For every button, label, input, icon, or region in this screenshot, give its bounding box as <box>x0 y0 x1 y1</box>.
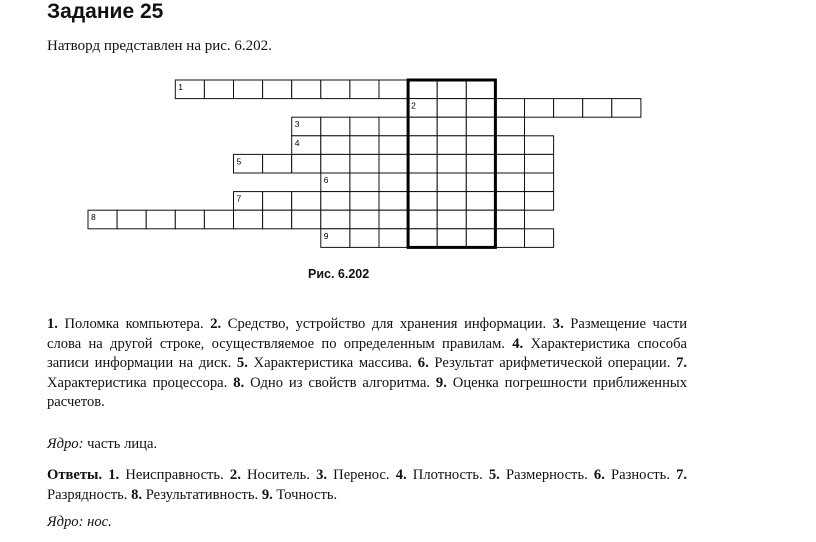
clue-number: 3. <box>552 316 564 332</box>
crossword-cell <box>525 99 554 118</box>
clues-list <box>47 315 687 413</box>
crossword-cell <box>263 192 292 211</box>
crossword-cell <box>437 173 466 192</box>
crossword-cell <box>321 80 350 99</box>
crossword-cell <box>321 117 350 136</box>
crossword-cell <box>292 210 321 229</box>
crossword-cell <box>525 136 554 155</box>
crossword-cell <box>175 210 204 229</box>
crossword-cell <box>234 80 263 99</box>
crossword-cell <box>437 80 466 99</box>
crossword-cell <box>525 229 554 248</box>
crossword-cell <box>408 173 437 192</box>
clue-text: Поломка компьютера. <box>64 316 204 332</box>
core-answer-value: нос. <box>87 514 112 530</box>
crossword-cell <box>321 154 350 173</box>
crossword-cell <box>437 229 466 248</box>
crossword-cell <box>292 192 321 211</box>
answer-number: 4. <box>395 467 407 483</box>
crossword-cell <box>117 210 146 229</box>
crossword-cell <box>350 154 379 173</box>
answer-number: 6. <box>593 467 605 483</box>
clue-number-label: 5 <box>236 156 242 167</box>
answers-label: Ответы. <box>47 467 103 483</box>
crossword-cell <box>583 99 612 118</box>
crossword-cell <box>495 99 524 118</box>
crossword-cell <box>525 192 554 211</box>
answers-list <box>47 466 687 505</box>
clue-number-label: 4 <box>294 137 300 148</box>
crossword-cell <box>495 117 524 136</box>
crossword-cell <box>466 229 495 248</box>
clue-number-label: 2 <box>411 100 416 111</box>
crossword-cell <box>525 154 554 173</box>
crossword-cell <box>263 210 292 229</box>
crossword-cell <box>263 154 292 173</box>
crossword-cell <box>379 80 408 99</box>
clue-text: Характеристика процессора. <box>47 374 228 391</box>
clue-number: 5. <box>236 355 248 371</box>
clue-number: 1. <box>47 316 58 332</box>
crossword-cell <box>437 154 466 173</box>
crossword-cell <box>495 192 524 211</box>
clue-text: Оценка погрешности приближенных расчетов. <box>47 374 687 410</box>
crossword-cell <box>466 99 495 118</box>
answer-text: Размерность. <box>505 467 588 483</box>
crossword-cell <box>321 136 350 155</box>
intro-text: Натворд представлен на рис. 6.202. <box>47 38 272 54</box>
answer-text: Точность. <box>276 486 338 503</box>
clue-number: 8. <box>233 374 245 391</box>
crossword-cell <box>495 173 524 192</box>
crossword-cell <box>350 192 379 211</box>
crossword-cell <box>437 210 466 229</box>
clue-text: Средство, устройство для хранения информации. <box>227 316 547 332</box>
crossword-cell <box>350 136 379 155</box>
crossword-grid <box>0 0 816 270</box>
crossword-cell <box>204 80 233 99</box>
crossword-cell <box>292 80 321 99</box>
clue-number: 9. <box>435 374 447 391</box>
clue-number: 6. <box>417 355 429 371</box>
crossword-cell <box>379 136 408 155</box>
crossword-cell <box>466 136 495 155</box>
crossword-cell <box>408 154 437 173</box>
answer-number: 9. <box>261 486 273 503</box>
crossword-cell <box>495 154 524 173</box>
crossword-cell <box>379 210 408 229</box>
clue-text: Характеристика способа записи информации на диск. <box>47 335 687 371</box>
crossword-cell <box>408 136 437 155</box>
crossword-cell <box>495 210 524 229</box>
clue-number-label: 1 <box>178 82 184 92</box>
crossword-cell <box>350 173 379 192</box>
answer-text: Перенос. <box>333 467 390 483</box>
crossword-cell <box>466 210 495 229</box>
core-label: Ядро: <box>47 436 84 452</box>
crossword-cell <box>525 173 554 192</box>
answer-number: 1. <box>108 467 120 483</box>
crossword-cell <box>204 210 233 229</box>
crossword-cell <box>350 80 379 99</box>
crossword-cell <box>408 117 437 136</box>
clue-text: Характеристика массива. <box>253 355 413 371</box>
clue-number: 4. <box>512 335 524 352</box>
clue-number-label: 8 <box>91 212 96 223</box>
crossword-cell <box>379 154 408 173</box>
crossword-cell <box>466 192 495 211</box>
crossword-cell <box>379 229 408 248</box>
crossword-cell <box>466 173 495 192</box>
crossword-cell <box>350 229 379 248</box>
crossword-cell <box>437 136 466 155</box>
crossword-cell <box>321 210 350 229</box>
clue-number-label: 6 <box>323 175 329 185</box>
crossword-cell <box>495 136 524 155</box>
crossword-cell <box>379 173 408 192</box>
crossword-cell <box>321 192 350 211</box>
crossword-cell <box>350 117 379 136</box>
answer-text: Разность. <box>610 467 670 483</box>
crossword-cell <box>234 210 263 229</box>
answer-number: 7. <box>676 467 688 483</box>
core-answer-label: Ядро: <box>47 514 84 530</box>
clue-number-label: 9 <box>323 230 329 241</box>
crossword-cell <box>379 117 408 136</box>
crossword-cell <box>466 80 495 99</box>
crossword-cell <box>408 210 437 229</box>
clue-number: 2. <box>210 316 222 332</box>
crossword-cell <box>466 154 495 173</box>
crossword-cell <box>379 192 408 211</box>
crossword-cell <box>350 210 379 229</box>
answer-text: Неисправность. <box>125 467 224 483</box>
crossword-cell <box>437 99 466 118</box>
core-value: часть лица. <box>87 436 158 452</box>
crossword-cell <box>263 80 292 99</box>
clue-number-label: 3 <box>294 119 300 130</box>
answer-number: 2. <box>229 467 241 483</box>
crossword-cell <box>437 192 466 211</box>
answer-text: Результативность. <box>145 486 259 503</box>
crossword-cell <box>612 99 641 118</box>
crossword-cell <box>408 229 437 248</box>
crossword-cell <box>495 229 524 248</box>
core-answer <box>47 513 687 533</box>
clue-text: Размещение части слова на другой строке, осуществляемое по определенным правилам. <box>47 316 688 352</box>
crossword-cell <box>408 192 437 211</box>
figure-caption: Рис. 6.202 <box>308 267 370 281</box>
answer-text: Разрядность. <box>47 486 128 503</box>
core-hint <box>47 435 687 455</box>
crossword-cell <box>408 80 437 99</box>
crossword-cell <box>292 154 321 173</box>
answer-number: 3. <box>316 467 328 483</box>
answer-text: Носитель. <box>246 467 310 483</box>
answer-number: 8. <box>131 486 143 503</box>
clue-number: 7. <box>676 355 688 371</box>
crossword-cell <box>466 117 495 136</box>
task-title: Задание 25 <box>47 0 164 23</box>
crossword-cell <box>554 99 583 118</box>
answer-number: 5. <box>488 467 500 483</box>
crossword-cell <box>437 117 466 136</box>
crossword-cell <box>146 210 175 229</box>
clue-number-label: 7 <box>236 193 242 204</box>
clue-text: Одно из свойств алгоритма. <box>250 374 430 391</box>
answer-text: Плотность. <box>412 467 483 483</box>
clue-text: Результат арифметической операции. <box>434 355 671 371</box>
